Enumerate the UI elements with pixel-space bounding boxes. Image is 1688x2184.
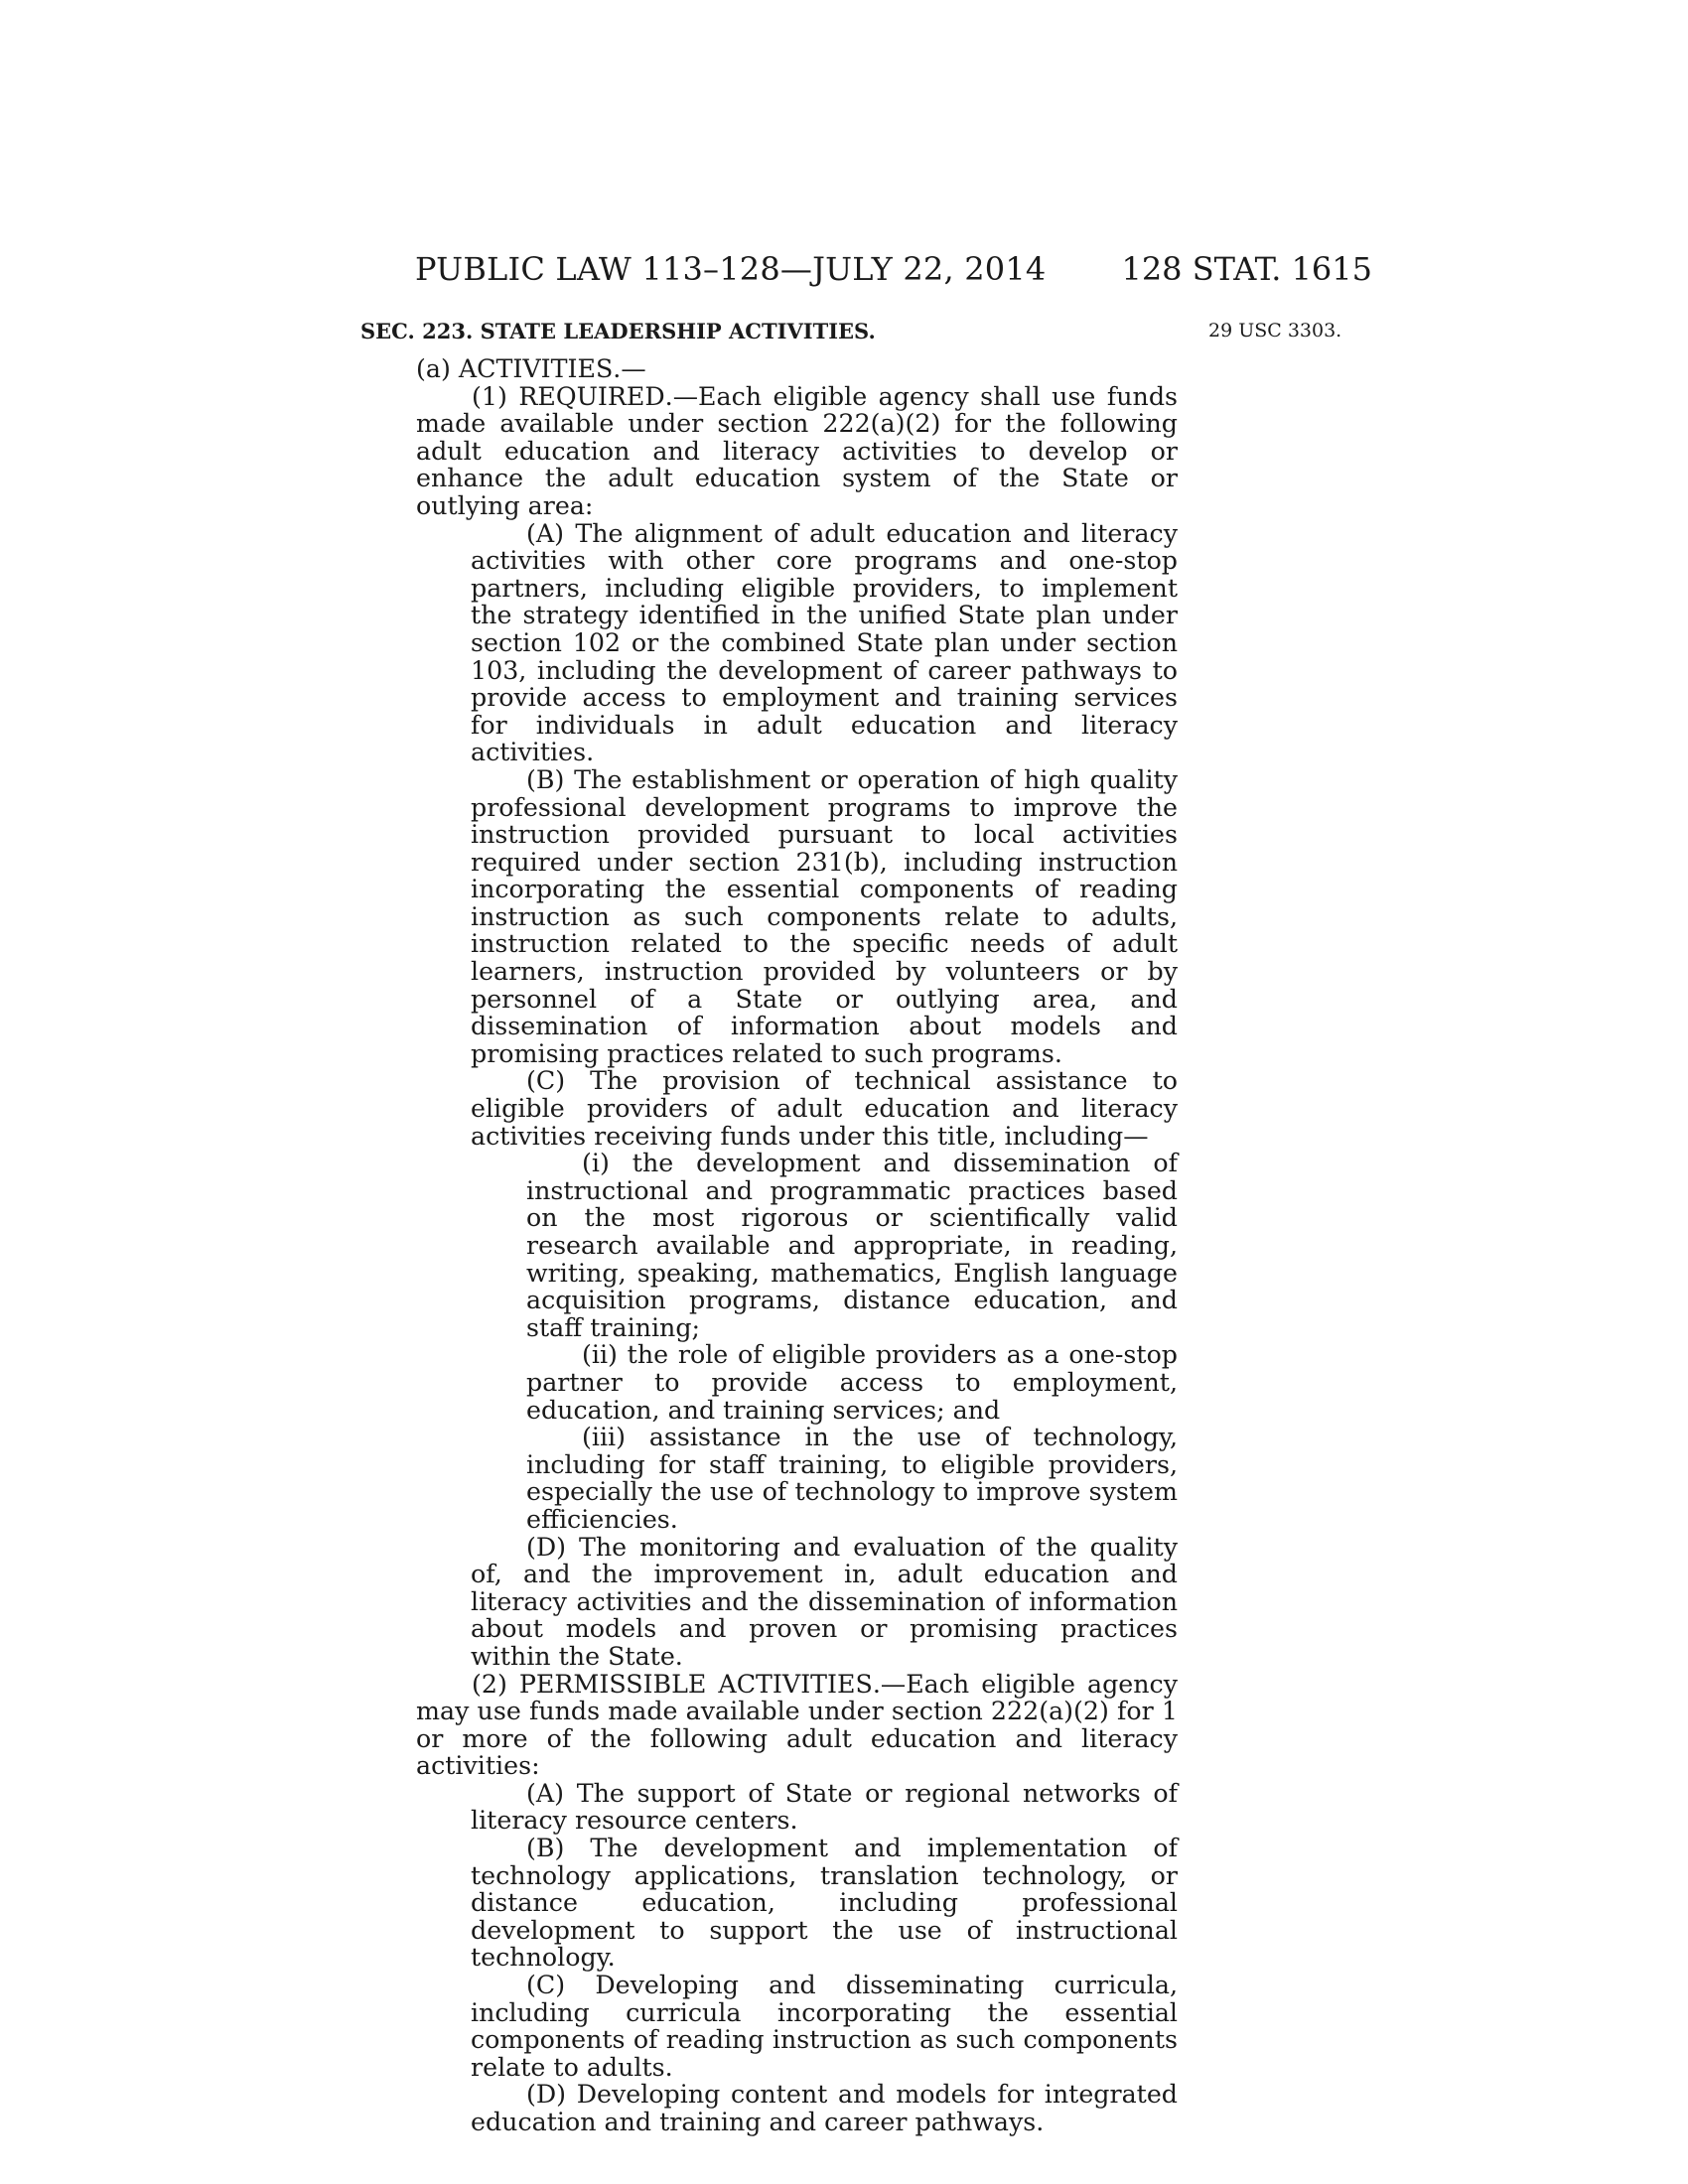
paragraph-1-D: (D) The monitoring and evaluation of the quality of, and the improvement in, adult education and literacy activities and the dissemination of information about models and proven or promising practices within the State. xyxy=(471,1532,1178,1671)
subsection-a-title: ACTIVITIES xyxy=(458,354,614,383)
paragraph-2-C: (C) Developing and disseminating curricula, including curricula incorporating the essential components of reading instruction as such components relate to adults. xyxy=(471,1971,1178,2082)
running-head-law-title: PUBLIC LAW 113–128—JULY 22, 2014 xyxy=(415,250,1047,288)
paragraph-2: (2) PERMISSIBLE ACTIVITIES.—Each eligible agency may use funds made available under section 222(a)(2) for 1 or more of the following adult education and literacy activities: xyxy=(416,1669,1179,1781)
paragraph-1-C: (C) The provision of technical assistance to eligible providers of adult education and literacy activities receiving funds under this title, including— xyxy=(471,1066,1178,1151)
paragraph-1-body: Each eligible agency shall use funds made available under section 222(a)(2) for the following adult education and literacy activities to develop or enhance the adult education system of the State or outlying area: xyxy=(416,381,1178,520)
subsection-a-heading: (a) ACTIVITIES.— xyxy=(416,354,646,383)
running-head-stat-page: 128 STAT. 1615 xyxy=(1121,250,1372,288)
paragraph-1-B: (B) The establishment or operation of high quality professional development programs to improve the instruction provided pursuant to local activities required under section 231(b), including instruction incorporating the essential components of reading instruction as such components relate to adults, instruction related to the specific needs of adult learners, instruction provided by volunteers or by personnel of a State or outlying area, and dissemination of information about models and promising practices related to such programs. xyxy=(471,764,1178,1068)
paragraph-2-A: (A) The support of State or regional networks of literacy resource centers. xyxy=(471,1778,1178,1836)
margin-note-usc: 29 USC 3303. xyxy=(1208,320,1342,341)
clause-1-C-ii: (ii) the role of eligible providers as a one-stop partner to provide access to employment, education, and training services; and xyxy=(526,1340,1178,1425)
paragraph-2-D: (D) Developing content and models for integrated education and training and career pathways. xyxy=(471,2080,1178,2136)
paragraph-1: (1) REQUIRED.—Each eligible agency shall use funds made available under section 222(a)(2) for the following adult education and literacy activities to develop or enhance the adult education system of the State or outlying area: xyxy=(416,381,1178,520)
paragraph-2-B: (B) The development and implementation of technology applications, translation technology, or distance education, including professional development to support the use of instructional technology. xyxy=(471,1834,1178,1973)
paragraph-2-body: Each eligible agency may use funds made available under section 222(a)(2) for 1 or more of the following adult education and literacy activities: xyxy=(416,1669,1179,1781)
clause-1-C-i: (i) the development and dissemination of instructional and programmatic practices based on the most rigorous or scientifically valid research available and appropriate, in reading, writing, speaking, mathematics, English language acquisition programs, distance education, and staff training; xyxy=(526,1149,1178,1342)
paragraph-1-A: (A) The alignment of adult education and literacy activities with other core programs and one-stop partners, including eligible providers, to implement the strategy identified in the unified State plan under section 102 or the combined State plan under section 103, including the development of career pathways to provide access to employment and training services for individuals in adult education and literacy activities. xyxy=(471,518,1178,767)
section-heading: SEC. 223. STATE LEADERSHIP ACTIVITIES. xyxy=(360,319,876,343)
statute-body xyxy=(360,355,1178,2136)
clause-1-C-iii: (iii) assistance in the use of technology, including for staff training, to eligible providers, especially the use of technology to improve system efficiencies. xyxy=(526,1423,1178,1534)
paragraph-2-label: PERMISSIBLE ACTIVITIES xyxy=(518,1669,873,1699)
paragraph-1-label: REQUIRED xyxy=(518,381,665,411)
